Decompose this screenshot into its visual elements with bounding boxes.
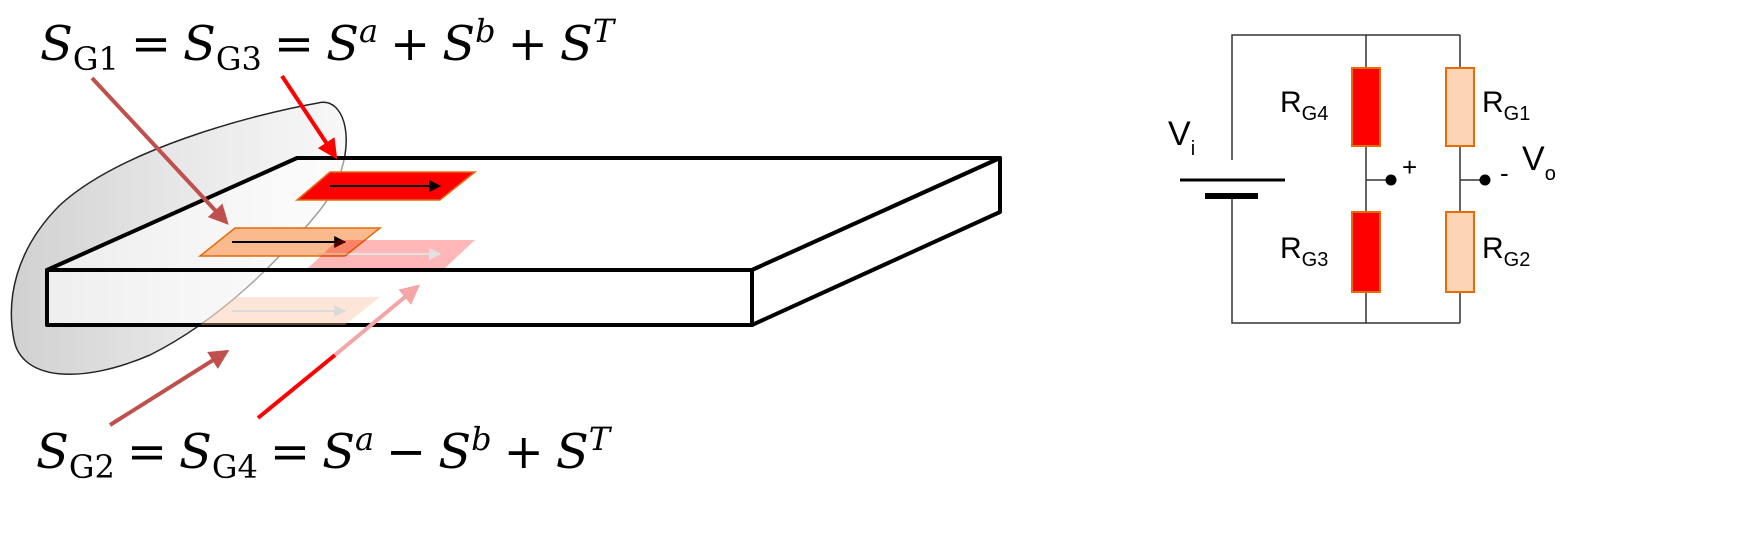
label-rg2: $R_{G2}$ bbox=[1482, 232, 1531, 271]
bridge-circuit bbox=[1168, 35, 1556, 323]
label-vo: $V_o$ bbox=[1522, 140, 1556, 185]
equation-top: $S_{G1} = S_{G3} = S^a + S^b + S^T$ bbox=[40, 12, 615, 78]
resistor-rg4 bbox=[1352, 68, 1380, 146]
output-terminal-minus bbox=[1480, 175, 1491, 186]
arrow-to-g4-red bbox=[258, 355, 335, 418]
resistor-rg1 bbox=[1446, 68, 1474, 146]
equation-bottom: $S_{G2} = S_{G4} = S^a - S^b + S^T$ bbox=[36, 420, 611, 486]
resistor-rg3 bbox=[1352, 212, 1380, 292]
beam-front-face bbox=[47, 270, 752, 325]
label-rg3: $R_{G3}$ bbox=[1280, 232, 1329, 271]
output-terminal-plus bbox=[1386, 175, 1397, 186]
label-minus: - bbox=[1500, 158, 1509, 188]
resistor-rg2 bbox=[1446, 212, 1474, 292]
label-plus: + bbox=[1402, 152, 1418, 182]
label-rg4: $R_{G4}$ bbox=[1280, 86, 1329, 125]
label-vi: $V_i$ bbox=[1168, 115, 1196, 160]
battery-symbol bbox=[1180, 180, 1285, 196]
label-rg1: $R_{G1}$ bbox=[1482, 86, 1531, 125]
